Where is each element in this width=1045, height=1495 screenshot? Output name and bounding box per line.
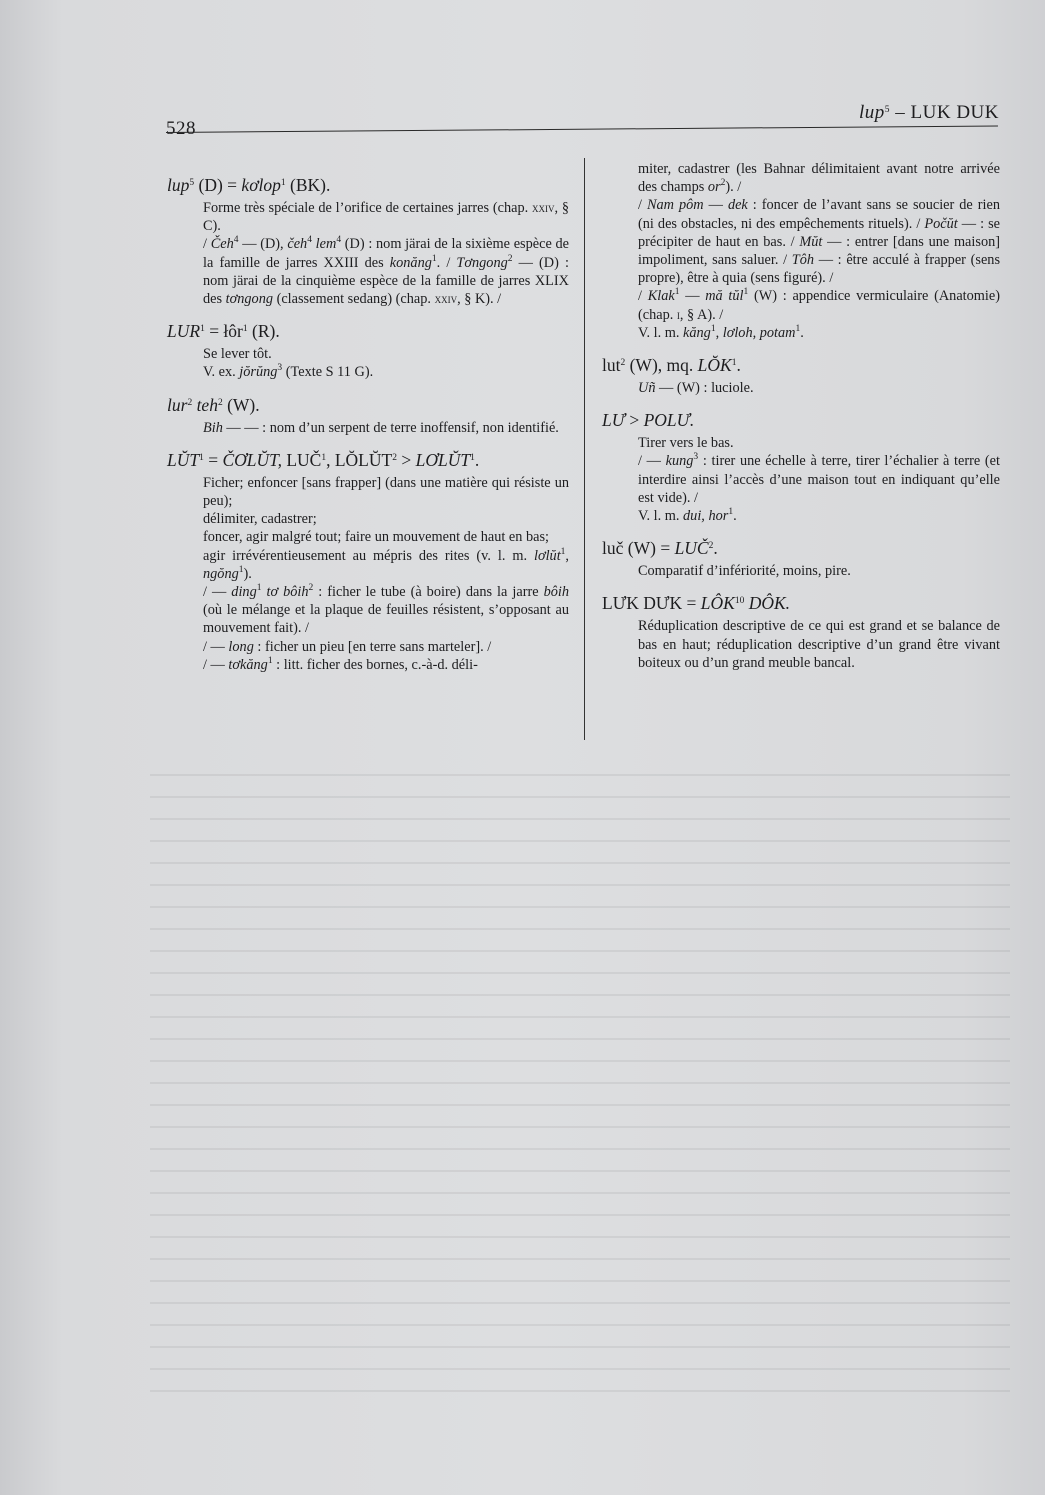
header-rule [166, 125, 998, 133]
definition: Uñ — (W) : luciole. [638, 380, 754, 397]
definition: Comparatif d’infériorité, moins, pire. [638, 563, 851, 580]
headword: LƯK DƯK = $LÔK^{10}$ DÔK. [602, 593, 791, 614]
definition-continued: miter, cadastrer (les Bahnar délimitaient avant notre arrivée des champs $or^2$). / / Nam pôm — dek : foncer de l’avant sans se soucier de rien (ni des obstacles, ni des empêchements rituels). / Počŭt — : se précipiter de haut en bas. / Mŭt — : entrer [dans une maison] impoliment, sans saluer. / Tôh — : être acculé à frapper (sens propre), être à quia (sens figuré). / / Klak$^1$ — mă tŭl$^1$ (W) : appendice vermiculaire (Anatomie) (chap. i, § A). / V. l. m. kăng$^1$, lơloh, potam$^1$. [638, 161, 1001, 341]
definition: Bih — — : nom d’un serpent de terre inoffensif, non identifié. [203, 419, 559, 436]
entry-lut1 [167, 449, 569, 674]
left-column [167, 174, 569, 674]
definition: Réduplication descriptive de ce qui est grand et se balance de bas en haut; réduplication descriptive d’un grand être vivant boiteux ou d’un grand meuble bancal. [638, 618, 1000, 671]
running-head: lup$^5$ – LUK DUK [859, 102, 999, 123]
headword: lup$^5$ (D) = kơlop$^1$ (BK). [167, 175, 331, 195]
bleed-through-texture [150, 760, 1010, 1400]
headword: lut$^2$ (W), mq. LŎK$^1$. [602, 355, 741, 376]
column-divider [584, 158, 585, 740]
entry-luc [602, 537, 1000, 580]
entry-lut2 [602, 354, 1000, 397]
headword: lur$^2$ teh$^2$ (W). [167, 394, 260, 415]
entry-lu [602, 409, 1000, 525]
headword: luč $(W) = LUČ^2$. [602, 538, 718, 559]
entry-lup5 [167, 174, 569, 308]
headword: $LŬT^1$ = ČƠLŬT, LUČ$^1$, $LŎLŬT^2$ > $LƠLŬT^1$. [167, 449, 480, 470]
definition: Forme très spéciale de l’orifice de certaines jarres (chap. xxiv, § C). / Čeh$^4$ — (D), čeh$^4$ lem$^4$ (D) : nom järai de la sixième espèce de la famille de jarres XXIII des konăng$^1$. / Tơngong$^2$ — (D) : nom järai de la cinquième espèce de la famille de jarres XLIX des tơngong (classement sedang) (chap. xxiv, § K). / [203, 200, 570, 308]
entry-lur1 [167, 320, 569, 381]
headword: $LUR^1$ = łôr$^1$ (R). [167, 321, 280, 342]
entry-lut1-continued [602, 160, 1000, 342]
definition: Se lever tôt. V. ex. jŏrŭng$^3$ (Texte S 11 G). [203, 346, 374, 381]
headword: LƯ > POLƯ. [602, 410, 695, 431]
definition: Ficher; enfoncer [sans frapper] (dans une matière qui résiste un peu); délimiter, cadastrer; foncer, agir malgré tout; faire un mouvement de haut en bas; agir irrévérentieusement au mépris des rites (v. l. m. lơlŭt$^1$, ngŏng$^1$). / — ding$^1$ tơ bôih$^2$ : ficher le tube (à boire) dans la jarre bôih (où le mélange et la plaque de feuilles résistent, s’opposant au mouvement fait). / / — long : ficher un pieu [en terre sans marteler]. / / — tơkăng$^1$ : litt. ficher des bornes, c.-à-d. déli- [203, 474, 569, 673]
page-number: 528 [166, 118, 196, 139]
definition: Tirer vers le bas. / — kung$^3$ : tirer une échelle à terre, tirer l’échalier à terre (et interdire ainsi l’accès d’une maison tout en indiquant qu’elle est vide). / V. l. m. dui, hor$^1$. [638, 435, 1000, 525]
right-column [602, 160, 1000, 672]
entry-luk-duk [602, 592, 1000, 672]
entry-lur2-teh2 [167, 394, 569, 437]
